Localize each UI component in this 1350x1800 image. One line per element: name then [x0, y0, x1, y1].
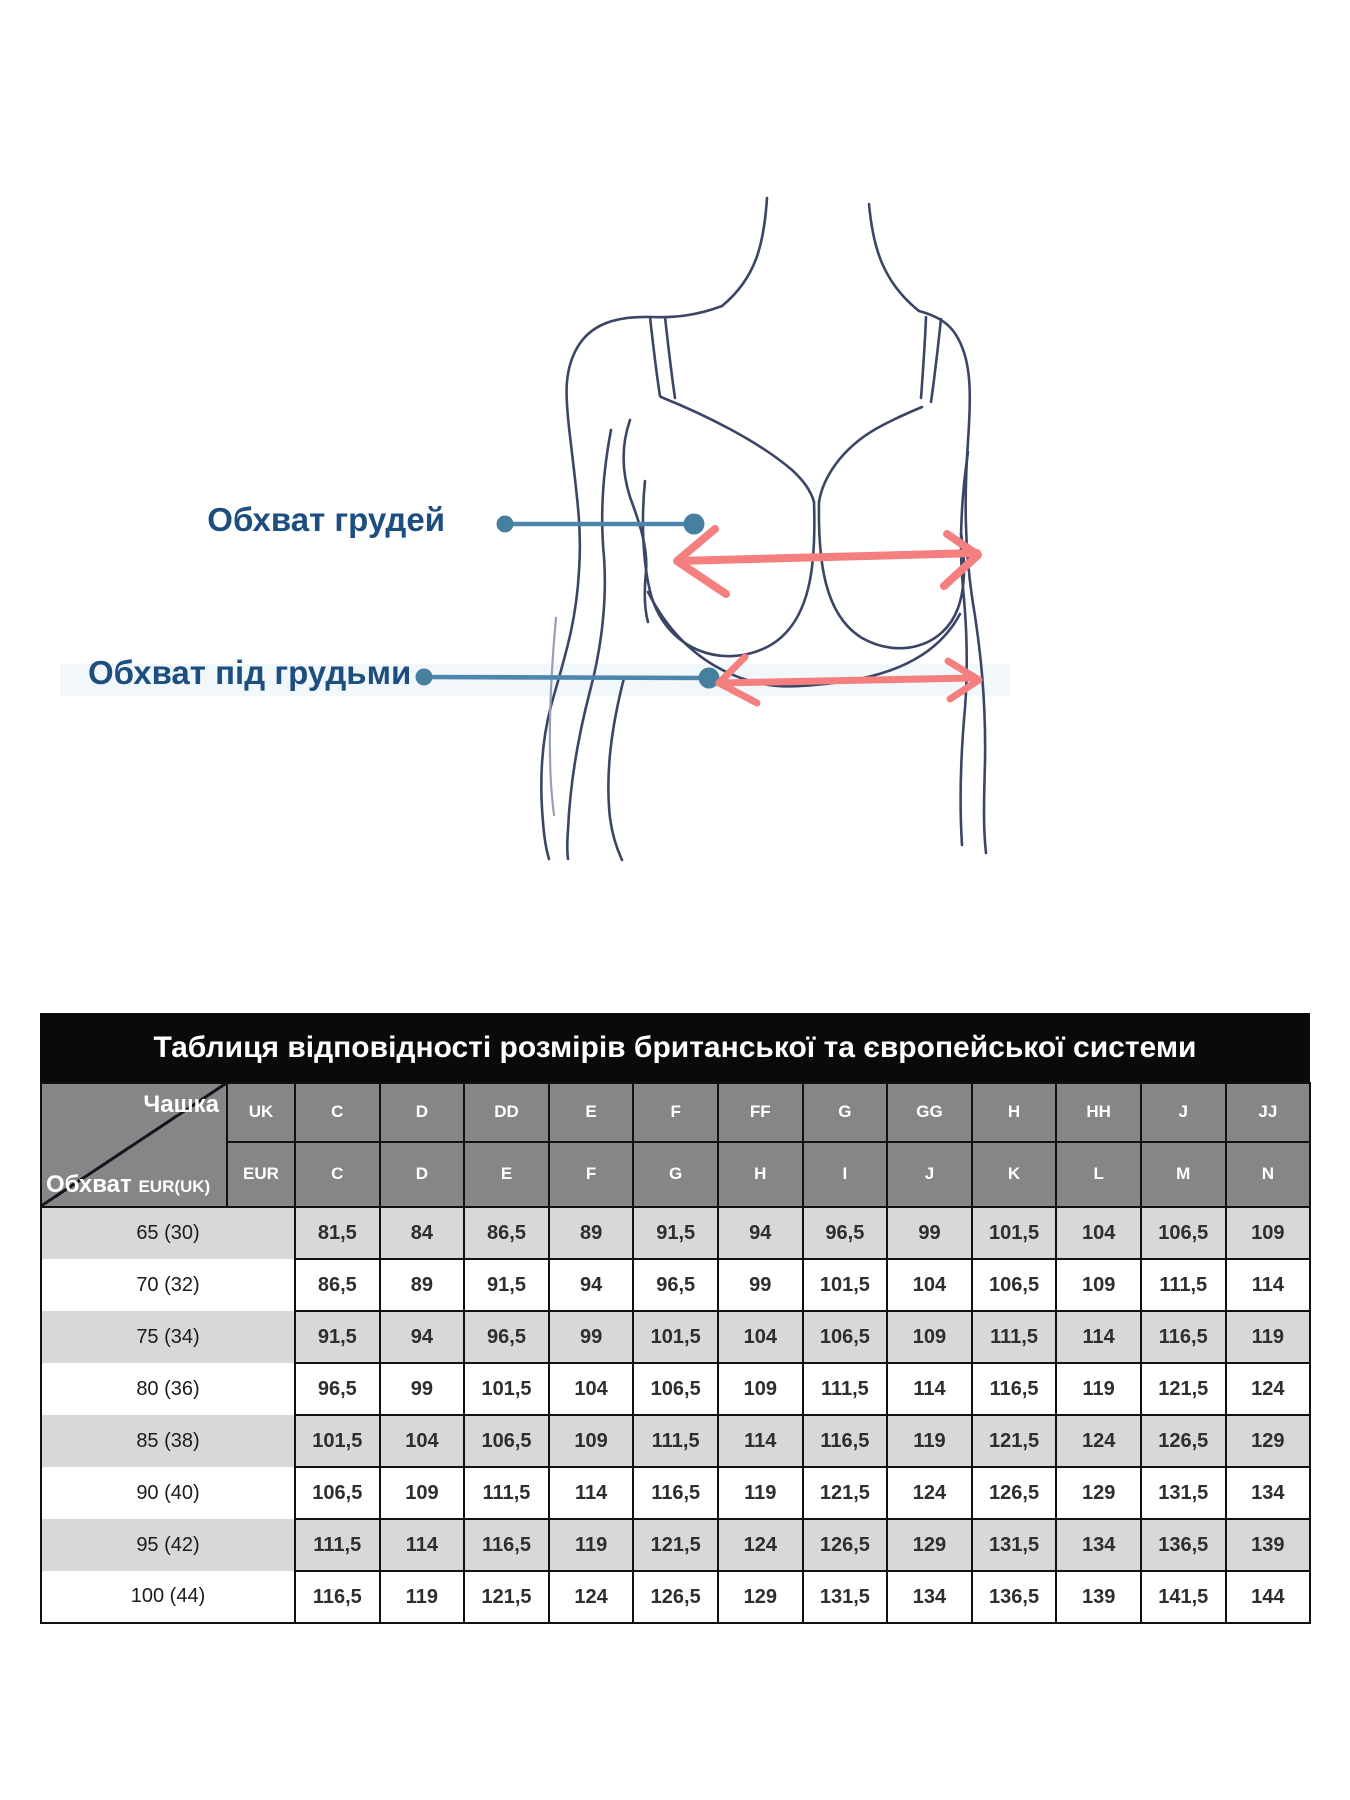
- size-cell: 101,5: [633, 1311, 718, 1363]
- size-cell: 114: [718, 1415, 803, 1467]
- size-table: [40, 1013, 1310, 1624]
- size-cell: 96,5: [633, 1259, 718, 1311]
- size-cell: 106,5: [1141, 1207, 1226, 1259]
- size-row: [41, 1311, 1310, 1363]
- size-row: [41, 1259, 1310, 1311]
- size-cell: 106,5: [464, 1415, 549, 1467]
- size-cell: 116,5: [1141, 1311, 1226, 1363]
- callout-dot: [416, 669, 433, 686]
- uk-cup-header-row: [41, 1083, 1310, 1142]
- cup-header-cell: I: [803, 1142, 888, 1207]
- cup-header-cell: C: [295, 1083, 380, 1142]
- size-cell: 101,5: [972, 1207, 1057, 1259]
- cup-header-cell: G: [803, 1083, 888, 1142]
- size-cell: 111,5: [295, 1519, 380, 1571]
- size-cell: 134: [1056, 1519, 1141, 1571]
- size-cell: 121,5: [633, 1519, 718, 1571]
- neck-left-line: [722, 198, 767, 306]
- size-cell: 114: [1056, 1311, 1141, 1363]
- bra-cup-right-bottom: [819, 502, 964, 648]
- size-cell: 106,5: [633, 1363, 718, 1415]
- size-cell: 119: [380, 1571, 465, 1623]
- underbust-label: Обхват під грудьми: [88, 654, 412, 691]
- size-cell: 91,5: [464, 1259, 549, 1311]
- size-cell: 96,5: [295, 1363, 380, 1415]
- size-cell: 119: [1056, 1363, 1141, 1415]
- size-cell: 119: [1226, 1311, 1311, 1363]
- size-cell: 111,5: [633, 1415, 718, 1467]
- size-cell: 81,5: [295, 1207, 380, 1259]
- eur-system-label: EUR: [227, 1142, 295, 1207]
- band-size-label: 95 (42): [41, 1519, 295, 1571]
- bra-cup-left-top: [661, 397, 814, 502]
- size-row: [41, 1207, 1310, 1259]
- size-cell: 124: [1226, 1363, 1311, 1415]
- size-cell: 131,5: [1141, 1467, 1226, 1519]
- cup-header-cell: H: [972, 1083, 1057, 1142]
- bra-cup-left-bottom: [643, 481, 814, 656]
- underbust-arrow-shaft: [720, 678, 975, 683]
- size-cell: 124: [1056, 1415, 1141, 1467]
- size-cell: 114: [887, 1363, 972, 1415]
- band-size-label: 85 (38): [41, 1415, 295, 1467]
- size-cell: 134: [1226, 1467, 1311, 1519]
- size-cell: 126,5: [1141, 1415, 1226, 1467]
- size-cell: 94: [380, 1311, 465, 1363]
- size-cell: 116,5: [295, 1571, 380, 1623]
- cup-header-cell: GG: [887, 1083, 972, 1142]
- body-outline: [541, 198, 986, 860]
- size-cell: 129: [718, 1571, 803, 1623]
- band-size-label: 100 (44): [41, 1571, 295, 1623]
- size-cell: 91,5: [295, 1311, 380, 1363]
- size-cell: 101,5: [803, 1259, 888, 1311]
- size-row: [41, 1467, 1310, 1519]
- size-cell: 136,5: [972, 1571, 1057, 1623]
- size-cell: 121,5: [464, 1571, 549, 1623]
- size-cell: 126,5: [972, 1467, 1057, 1519]
- cup-header-cell: F: [549, 1142, 634, 1207]
- size-cell: 99: [549, 1311, 634, 1363]
- cup-header-cell: D: [380, 1083, 465, 1142]
- cup-header-cell: H: [718, 1142, 803, 1207]
- size-cell: 139: [1056, 1571, 1141, 1623]
- size-cell: 104: [549, 1363, 634, 1415]
- corner-diagonal: [42, 1084, 226, 1206]
- size-cell: 141,5: [1141, 1571, 1226, 1623]
- size-cell: 111,5: [803, 1363, 888, 1415]
- size-cell: 124: [549, 1571, 634, 1623]
- size-cell: 109: [887, 1311, 972, 1363]
- size-cell: 101,5: [464, 1363, 549, 1415]
- bra-outline: [643, 317, 964, 686]
- cup-header-cell: L: [1056, 1142, 1141, 1207]
- cup-header-cell: D: [380, 1142, 465, 1207]
- size-cell: 121,5: [972, 1415, 1057, 1467]
- band-size-label: 80 (36): [41, 1363, 295, 1415]
- bra-strap-left-2: [665, 317, 675, 398]
- girth-axis-label: [46, 1171, 210, 1199]
- size-cell: 119: [718, 1467, 803, 1519]
- shoulder-arm-left: [541, 306, 722, 859]
- size-cell: 116,5: [803, 1415, 888, 1467]
- table-title: Таблиця відповідності розмірів британської та європейської системи: [40, 1013, 1310, 1082]
- size-cell: 106,5: [972, 1259, 1057, 1311]
- size-cell: 96,5: [464, 1311, 549, 1363]
- bra-cup-right-top: [819, 407, 922, 502]
- callout-dots: [416, 514, 720, 689]
- elbow-line-left: [550, 618, 556, 815]
- cup-header-cell: J: [887, 1142, 972, 1207]
- size-cell: 114: [380, 1519, 465, 1571]
- torso-side-left: [608, 678, 624, 860]
- size-cell: 131,5: [803, 1571, 888, 1623]
- size-cell: 104: [380, 1415, 465, 1467]
- bra-strap-right-1: [921, 317, 926, 398]
- size-cell: 114: [1226, 1259, 1311, 1311]
- size-cell: 84: [380, 1207, 465, 1259]
- band-size-label: 70 (32): [41, 1259, 295, 1311]
- inner-arm-left: [567, 430, 611, 859]
- size-cell: 111,5: [972, 1311, 1057, 1363]
- callout-dot: [699, 668, 720, 689]
- size-cell: 86,5: [295, 1259, 380, 1311]
- band-size-label: 90 (40): [41, 1467, 295, 1519]
- size-cell: 116,5: [464, 1519, 549, 1571]
- size-row: [41, 1363, 1310, 1415]
- size-cell: 101,5: [295, 1415, 380, 1467]
- cup-header-cell: G: [633, 1142, 718, 1207]
- size-cell: 89: [380, 1259, 465, 1311]
- cup-header-cell: M: [1141, 1142, 1226, 1207]
- size-cell: 109: [1226, 1207, 1311, 1259]
- size-cell: 109: [1056, 1259, 1141, 1311]
- size-cell: 134: [887, 1571, 972, 1623]
- size-cell: 124: [887, 1467, 972, 1519]
- size-cell: 126,5: [633, 1571, 718, 1623]
- size-cell: 106,5: [803, 1311, 888, 1363]
- size-row: [41, 1415, 1310, 1467]
- size-cell: 121,5: [803, 1467, 888, 1519]
- size-cell: 129: [887, 1519, 972, 1571]
- size-cell: 109: [718, 1363, 803, 1415]
- size-cell: 96,5: [803, 1207, 888, 1259]
- size-cell: 144: [1226, 1571, 1311, 1623]
- callout-dot: [684, 514, 705, 535]
- size-cell: 126,5: [803, 1519, 888, 1571]
- cup-header-cell: E: [549, 1083, 634, 1142]
- underbust-callout-line: [424, 677, 708, 678]
- corner-cell: [41, 1083, 227, 1207]
- girth-units: EUR(UK): [138, 1177, 211, 1196]
- cup-header-cell: K: [972, 1142, 1057, 1207]
- cup-header-cell: N: [1226, 1142, 1311, 1207]
- size-cell: 116,5: [633, 1467, 718, 1519]
- uk-system-label: UK: [227, 1083, 295, 1142]
- arm-detail-line: [550, 618, 556, 815]
- size-conversion-table: [40, 1082, 1311, 1624]
- size-cell: 91,5: [633, 1207, 718, 1259]
- cup-header-cell: DD: [464, 1083, 549, 1142]
- size-row: [41, 1571, 1310, 1623]
- size-cell: 121,5: [1141, 1363, 1226, 1415]
- size-cell: 109: [380, 1467, 465, 1519]
- size-cell: 104: [718, 1311, 803, 1363]
- size-cell: 116,5: [972, 1363, 1057, 1415]
- cup-header-cell: F: [633, 1083, 718, 1142]
- cup-axis-label: Чашка: [143, 1091, 219, 1118]
- size-cell: 129: [1226, 1415, 1311, 1467]
- size-cell: 119: [887, 1415, 972, 1467]
- size-cell: 99: [380, 1363, 465, 1415]
- size-cell: 106,5: [295, 1467, 380, 1519]
- size-cell: 139: [1226, 1519, 1311, 1571]
- cup-header-cell: JJ: [1226, 1083, 1311, 1142]
- callout-dot: [497, 516, 514, 533]
- cup-header-cell: J: [1141, 1083, 1226, 1142]
- bust-arrow-shaft: [678, 553, 977, 561]
- band-size-label: 65 (30): [41, 1207, 295, 1259]
- size-cell: 119: [549, 1519, 634, 1571]
- size-cell: 111,5: [1141, 1259, 1226, 1311]
- size-cell: 136,5: [1141, 1519, 1226, 1571]
- size-cell: 99: [887, 1207, 972, 1259]
- size-cell: 111,5: [464, 1467, 549, 1519]
- bra-strap-left-1: [650, 317, 660, 396]
- size-cell: 114: [549, 1467, 634, 1519]
- size-cell: 94: [549, 1259, 634, 1311]
- size-cell: 89: [549, 1207, 634, 1259]
- cup-header-cell: E: [464, 1142, 549, 1207]
- size-cell: 131,5: [972, 1519, 1057, 1571]
- neck-right-line: [869, 204, 919, 311]
- band-size-label: 75 (34): [41, 1311, 295, 1363]
- cup-header-cell: HH: [1056, 1083, 1141, 1142]
- size-cell: 94: [718, 1207, 803, 1259]
- girth-word: Обхват: [46, 1171, 132, 1198]
- cup-header-cell: FF: [718, 1083, 803, 1142]
- size-cell: 104: [887, 1259, 972, 1311]
- size-cell: 86,5: [464, 1207, 549, 1259]
- size-cell: 99: [718, 1259, 803, 1311]
- bust-label: Обхват грудей: [207, 501, 445, 538]
- cup-header-cell: C: [295, 1142, 380, 1207]
- size-cell: 129: [1056, 1467, 1141, 1519]
- eur-cup-header-row: [41, 1142, 1310, 1207]
- size-cell: 104: [1056, 1207, 1141, 1259]
- size-cell: 124: [718, 1519, 803, 1571]
- armpit-left: [624, 420, 648, 622]
- size-cell: 109: [549, 1415, 634, 1467]
- bra-strap-right-2: [931, 319, 941, 402]
- size-row: [41, 1519, 1310, 1571]
